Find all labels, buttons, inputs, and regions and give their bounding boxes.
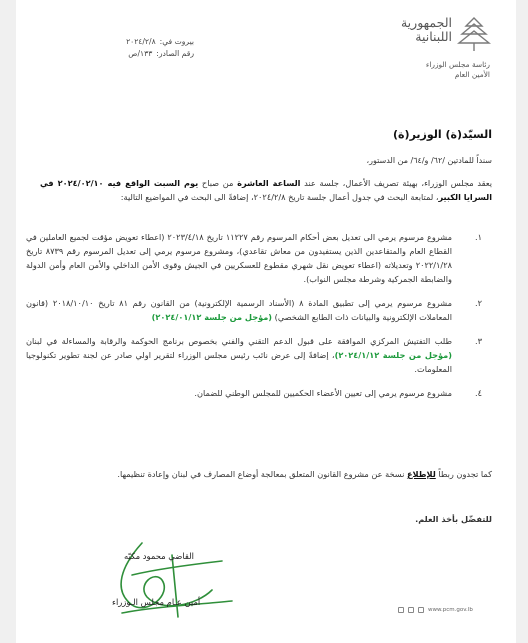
agenda-item-body-continued: ، إضافةً إلى عرض نائب رئيس مجلس الوزراء لتقرير اولي صادر عن لجنة تطوير تكنولوجيا المعلومات.	[26, 350, 452, 374]
agenda-item-text	[22, 296, 452, 324]
intro-text-2: من صباح	[198, 178, 238, 188]
handwritten-signature	[102, 535, 242, 625]
place-date-row	[34, 36, 194, 48]
intro-time: الساعة العاشرة	[237, 178, 301, 188]
agenda-item-number: ٤.	[474, 388, 482, 398]
contact-footer	[398, 607, 473, 613]
agenda-item-number: ٣.	[474, 336, 482, 346]
reference-label: رقم الصادر:	[156, 49, 194, 58]
agenda-item-body: مشروع مرسوم يرمي إلى تعيين الأعضاء الحكميين للمجلس الوطني للضمان.	[194, 388, 452, 398]
page-margin-left	[0, 0, 16, 643]
presidency-line-1: رئاسة مجلس الوزراء	[425, 60, 490, 69]
letter-title: السيّد(ة) الوزير(ة)	[393, 128, 492, 141]
agenda-item-number: ١.	[474, 232, 482, 242]
agenda-item-text	[22, 386, 452, 400]
website-link[interactable]: www.pcm.gov.lb	[428, 607, 473, 613]
republic-wordmark	[401, 16, 452, 44]
agenda-item-text	[22, 230, 452, 286]
intro-text-3: ، لمتابعة البحث في جدول أعمال جلسة تاريخ ٢٠٢٤/٢/٨، إضافةً الى البحث في المواضيع التالية:	[120, 192, 439, 202]
agenda-item	[22, 386, 492, 400]
postponed-note: (مؤجل من جلسة ٢٠٢٤/٠١/١٢)	[151, 312, 273, 322]
place-date-label: بيروت في:	[159, 37, 194, 46]
note-emphasis: للإطلاع	[406, 469, 436, 479]
constitutional-basis: سنداً للمادتين /٦٢/ و/٦٤/ من الدستور،	[366, 156, 492, 165]
intro-text-1: يعقد مجلس الوزراء، بهيئة تصريف الأعمال، جلسة عند	[300, 178, 492, 188]
phone-icon	[408, 607, 414, 613]
signatory-title: أمين عـام مجلس الـوزراء	[112, 597, 201, 607]
signatory-name: القاضي محمود مكيّه	[124, 551, 195, 561]
envelope-icon	[398, 607, 404, 613]
letter-meta	[34, 36, 194, 60]
republic-line-2: اللبنانية	[415, 29, 452, 44]
agenda-list	[22, 230, 492, 410]
agenda-item	[22, 334, 492, 376]
page-margin-right	[516, 0, 528, 643]
globe-icon	[418, 607, 424, 613]
closing-line: للتفضّل بأخذ العلم.	[415, 514, 492, 524]
place-date-value: ٢٠٢٤/٢/٨	[126, 37, 156, 46]
cedar-icon	[456, 14, 492, 54]
agenda-item	[22, 230, 492, 286]
presidency-caption	[426, 60, 490, 80]
republic-line-1: الجمهورية	[400, 15, 452, 30]
agenda-item-body: طلب التفتيش المركزي الموافقة على قبول الدعم التقني والفني بخصوص برنامج الحوكمة والرقابة والمساءلة في لبنان	[26, 336, 452, 346]
intro-date-place: يوم السبت الواقع فيه ٢٠٢٤/٠٢/١٠ في السرايا الكبير	[40, 178, 492, 202]
presidency-line-2: الأمين العام	[454, 70, 490, 79]
reference-value: ١٣٣/ص	[128, 49, 153, 58]
intro-paragraph	[40, 176, 492, 204]
agenda-item-text	[22, 334, 452, 376]
postponed-note: (مؤجل من جلسة ٢٠٢٤/١/١٢)	[334, 350, 452, 360]
note-text-2: نسخة عن مشروع القانون المتعلق بمعالجة أوضاع المصارف في لبنان وإعادة تنظيمها.	[117, 469, 407, 479]
document-page	[16, 0, 516, 643]
letterhead-logo	[382, 14, 492, 84]
agenda-item-number: ٢.	[474, 298, 482, 308]
agenda-item-body: مشروع مرسوم يرمي إلى تطبيق المادة ٨ (الأسناد الرسمية الإلكترونية) من القانون رقم ٨١ تاريخ ٢٠١٨/١٠/١٠ (قانون المعاملات الإلكترونية والبيانات ذات الطابع الشخصي)	[26, 298, 453, 322]
attachment-note	[42, 466, 492, 482]
reference-row	[34, 48, 194, 60]
note-text-1: كما تجدون ربطاً	[435, 469, 492, 479]
agenda-item	[22, 296, 492, 324]
agenda-item-body: مشروع مرسوم يرمي الى تعديل بعض أحكام المرسوم رقم ١١٢٢٧ تاريخ ٢٠٢٣/٤/١٨ (اعطاء تعويض مؤقت لجميع العاملين في القطاع العام والمتقاعدين الذين يستفيدون من معاش تقاعدي)، ومشروع مرسوم يرمي إلى تعديل المرسوم رقم ٨٧٣٩ تاريخ ٢٠٢٢/١/٢٨ وتعديلاته (اعطاء تعويض نقل شهري مقطوع للعسكريين في الجيش وقوى الأمن الداخلي والأمن العام وأمن الدولة والضابطة الجمركية وشرطة مجلس النواب).	[26, 232, 453, 284]
